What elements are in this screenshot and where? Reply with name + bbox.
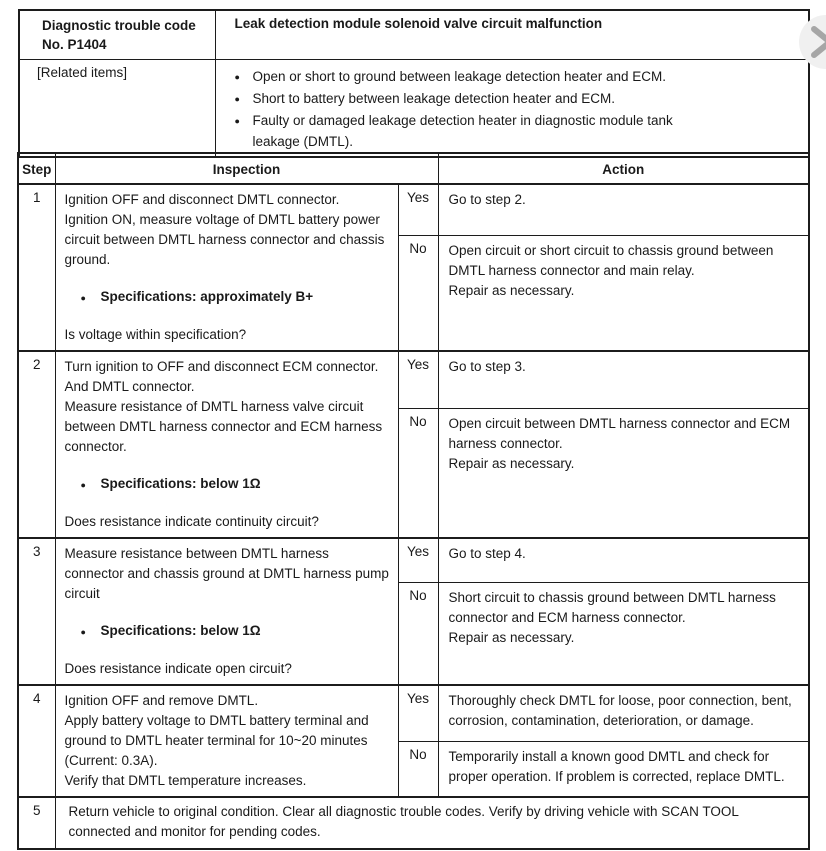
specification-line <box>65 287 390 308</box>
action-text: Repair as necessary. <box>448 630 575 646</box>
related-items-list <box>215 60 809 158</box>
inspection-text: Apply battery voltage to DMTL battery terminal and ground to DMTL heater terminal for 10~20 minutes (Current: 0.3A). <box>64 713 369 768</box>
dtc-code-label: Diagnostic trouble code <box>42 18 196 33</box>
yes-cell: Yes <box>398 685 438 741</box>
yes-action-cell <box>438 538 809 583</box>
inspection-cell <box>55 538 398 685</box>
action-text: Repair as necessary. <box>448 282 575 298</box>
table-row <box>18 797 809 849</box>
yes-action-cell <box>438 685 809 741</box>
inspection-cell <box>55 184 398 351</box>
column-header-inspection: Inspection <box>55 153 438 184</box>
no-cell: No <box>398 583 438 685</box>
yes-cell: Yes <box>398 351 438 408</box>
specification-text: Specifications: below 1Ω <box>100 476 261 491</box>
bullet-icon: ● <box>234 116 240 126</box>
no-action-cell <box>438 583 809 685</box>
related-item-text: Faulty or damaged leakage detection heater in diagnostic module tank leakage (DMTL). <box>252 113 673 149</box>
table-row <box>19 10 809 60</box>
action-text: Short circuit to chassis ground between DMTL harness connector and ECM harness connector. <box>448 590 776 626</box>
specification-line <box>65 621 390 642</box>
no-action-cell <box>438 235 809 351</box>
action-text: Temporarily install a known good DMTL and check for proper operation. If problem is corrected, replace DMTL. <box>448 748 785 784</box>
step-number: 1 <box>18 184 55 351</box>
diagnostic-steps-table <box>17 152 810 850</box>
related-item-text: Open or short to ground between leakage detection heater and ECM. <box>252 69 667 84</box>
chevron-right-icon <box>806 22 826 62</box>
inspection-text: Measure resistance of DMTL harness valve circuit between DMTL harness connector and ECM harness connector. <box>64 399 383 454</box>
specification-text: Specifications: approximately B+ <box>100 289 314 304</box>
no-action-cell <box>438 408 809 538</box>
table-row <box>18 538 809 583</box>
step-number: 5 <box>18 797 55 849</box>
inspection-question: Does resistance indicate continuity circuit? <box>64 514 319 529</box>
bullet-icon: ● <box>234 94 240 104</box>
inspection-question: Does resistance indicate open circuit? <box>64 661 292 676</box>
inspection-text: Ignition OFF and remove DMTL. <box>64 693 259 708</box>
related-item <box>235 88 801 110</box>
bullet-icon: ● <box>80 293 86 303</box>
no-action-cell <box>438 741 809 797</box>
yes-action-cell <box>438 184 809 235</box>
inspection-question: Is voltage within specification? <box>64 327 247 342</box>
action-text: Go to step 3. <box>448 359 526 374</box>
dtc-table <box>18 9 810 158</box>
final-step-text: Return vehicle to original condition. Clear all diagnostic trouble codes. Verify by driving vehicle with SCAN TOOL connected and monitor for pending codes. <box>68 804 739 839</box>
action-text: Go to step 2. <box>448 192 526 207</box>
column-header-action: Action <box>438 153 809 184</box>
dtc-code-number: No. P1404 <box>42 37 107 52</box>
table-row <box>18 685 809 741</box>
yes-action-cell <box>438 351 809 408</box>
no-cell: No <box>398 408 438 538</box>
bullet-icon: ● <box>234 72 240 82</box>
action-text: Thoroughly check DMTL for loose, poor connection, bent, corrosion, contamination, deterioration, or damage. <box>448 693 792 728</box>
action-text: Open circuit between DMTL harness connector and ECM harness connector. <box>448 415 791 451</box>
table-row <box>19 60 809 158</box>
specification-line <box>65 474 390 495</box>
dtc-malfunction: Leak detection module solenoid valve circuit malfunction <box>215 10 809 60</box>
inspection-text: And DMTL connector. <box>64 379 195 394</box>
final-step-cell <box>55 797 809 849</box>
inspection-cell <box>55 351 398 538</box>
action-text: Go to step 4. <box>448 546 526 561</box>
yes-cell: Yes <box>398 538 438 583</box>
inspection-text: Verify that DMTL temperature increases. <box>64 773 307 788</box>
no-cell: No <box>398 235 438 351</box>
dtc-code-cell <box>19 10 215 60</box>
step-number: 3 <box>18 538 55 685</box>
bullet-icon: ● <box>80 627 86 637</box>
column-header-step: Step <box>18 153 55 184</box>
inspection-text: Ignition OFF and disconnect DMTL connector. <box>64 192 340 207</box>
action-text: Repair as necessary. <box>448 455 575 471</box>
bullet-icon: ● <box>80 480 86 490</box>
related-item-text: Short to battery between leakage detection heater and ECM. <box>252 91 615 106</box>
specification-text: Specifications: below 1Ω <box>100 623 261 638</box>
related-item <box>235 110 801 152</box>
table-row <box>18 351 809 408</box>
yes-cell: Yes <box>398 184 438 235</box>
step-number: 2 <box>18 351 55 538</box>
inspection-text: Ignition ON, measure voltage of DMTL battery power circuit between DMTL harness connector and chassis ground. <box>64 212 385 267</box>
action-text: Open circuit or short circuit to chassis ground between DMTL harness connector and main relay. <box>448 242 774 278</box>
inspection-text: Turn ignition to OFF and disconnect ECM connector. <box>64 359 379 374</box>
inspection-text: Measure resistance between DMTL harness connector and chassis ground at DMTL harness pump circuit <box>64 546 389 601</box>
step-number: 4 <box>18 685 55 797</box>
no-cell: No <box>398 741 438 797</box>
header-row <box>18 153 809 184</box>
inspection-cell <box>55 685 398 797</box>
related-items-label: [Related items] <box>19 60 215 158</box>
table-row <box>18 184 809 235</box>
related-item <box>235 66 801 88</box>
